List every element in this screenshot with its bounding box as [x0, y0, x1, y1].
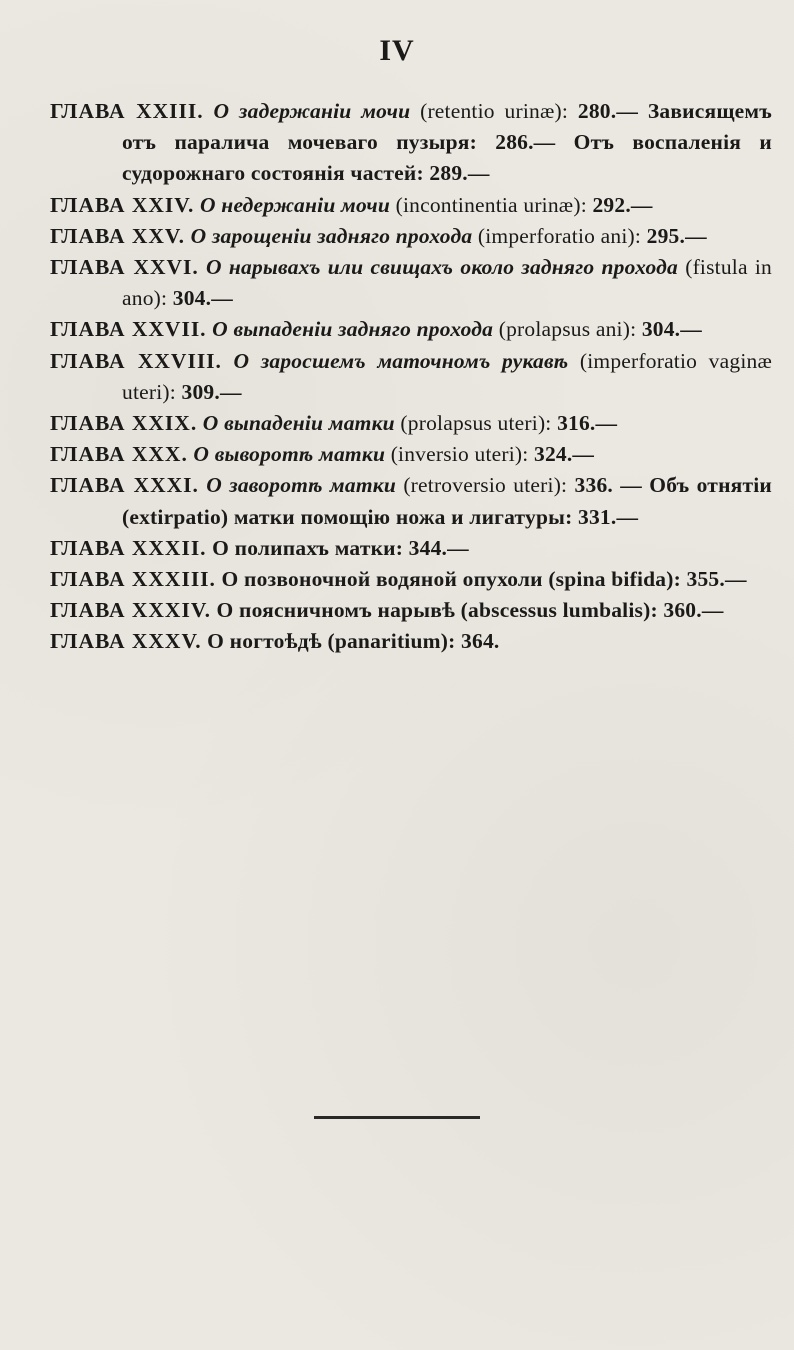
chapter-pages: 304.— — [172, 286, 233, 311]
chapter-label: ГЛАВА XXXII. — [50, 535, 207, 560]
chapter-title: О заросшемъ маточномъ рукавѣ — [233, 348, 569, 373]
table-of-contents — [50, 96, 772, 658]
chapter-latin-term: (fistula in ano): — [122, 255, 773, 311]
chapter-title: О выпаденiи задняго прохода — [212, 317, 494, 342]
chapter-title: О задержанiи мочи — [213, 99, 411, 123]
chapter-label: ГЛАВА XXVI. — [50, 255, 199, 280]
contents-entry — [50, 470, 772, 532]
chapter-title: О зарощенiи задняго прохода — [190, 223, 473, 248]
chapter-latin-term: (retroversio uteri): — [403, 473, 568, 498]
chapter-title: О нарывахъ или свищахъ около задняго прохода — [205, 255, 679, 280]
chapter-label: ГЛАВА XXIII. — [50, 99, 204, 123]
chapter-pages: О полипахъ матки: 344.— — [212, 535, 469, 560]
chapter-latin-term: (retentio urinæ): — [420, 99, 569, 123]
contents-entry — [50, 408, 772, 439]
chapter-latin-term: (imperforatio ani): — [477, 223, 642, 248]
chapter-latin-term: (imperforatio vaginæ uteri): — [122, 348, 772, 404]
chapter-label: ГЛАВА XXXV. — [50, 629, 202, 654]
chapter-label: ГЛАВА XXV. — [50, 223, 186, 248]
chapter-pages: 304.— — [641, 317, 702, 342]
chapter-pages: 292.— — [592, 192, 653, 217]
chapter-pages: 309.— — [181, 379, 242, 404]
chapter-pages: 316.— — [557, 411, 618, 436]
chapter-title: О выворотѣ матки — [193, 442, 386, 467]
chapter-pages: О поясничномъ нарывѣ (abscessus lumbalis): 360.— — [216, 598, 724, 623]
chapter-pages: 295.— — [646, 223, 707, 248]
chapter-title: О недержанiи мочи — [200, 192, 391, 217]
chapter-latin-term: (prolapsus uteri): — [400, 411, 552, 436]
contents-entry — [50, 221, 772, 252]
page-number: IV — [379, 34, 415, 67]
chapter-label: ГЛАВА XXIV. — [50, 192, 195, 217]
chapter-pages: 324.— — [534, 442, 595, 467]
chapter-label: ГЛАВА XXVIII. — [50, 348, 222, 373]
chapter-label: ГЛАВА XXXIII. — [50, 567, 216, 592]
chapter-pages: 280.— Зависящемъ отъ паралича мочеваго пузыря: 286.— Отъ воспаленiя и судорожнаго состоянiя частей: 289.— — [122, 99, 772, 186]
contents-entry — [50, 533, 772, 564]
contents-entry — [50, 595, 772, 626]
chapter-title: О выпаденiи матки — [202, 411, 395, 436]
chapter-pages: 336. — Объ отнятiи (extirpatio) матки помощiю ножа и лигатуры: 331.— — [122, 473, 773, 529]
chapter-label: ГЛАВА XXIX. — [50, 411, 198, 436]
chapter-latin-term: (inversio uteri): — [390, 442, 529, 467]
contents-entry — [50, 314, 772, 345]
contents-entry — [50, 190, 772, 221]
chapter-label: ГЛАВА XXVII. — [50, 317, 207, 342]
chapter-latin-term: (prolapsus ani): — [498, 317, 637, 342]
section-rule — [314, 1116, 480, 1119]
chapter-latin-term: (incontinentia urinæ): — [395, 192, 587, 217]
contents-entry — [50, 252, 772, 314]
contents-entry — [50, 564, 772, 595]
chapter-title: О заворотѣ матки — [206, 473, 396, 498]
contents-entry — [50, 96, 772, 190]
contents-entry — [50, 626, 772, 657]
contents-entry — [50, 346, 772, 408]
chapter-pages: О ногтоѣдѣ (panaritium): 364. — [207, 629, 500, 654]
chapter-pages: О позвоночной водяной опухоли (spina bifida): 355.— — [221, 567, 747, 592]
chapter-label: ГЛАВА XXX. — [50, 442, 188, 467]
contents-entry — [50, 439, 772, 470]
chapter-label: ГЛАВА XXXI. — [50, 473, 199, 498]
chapter-label: ГЛАВА XXXIV. — [50, 598, 211, 623]
